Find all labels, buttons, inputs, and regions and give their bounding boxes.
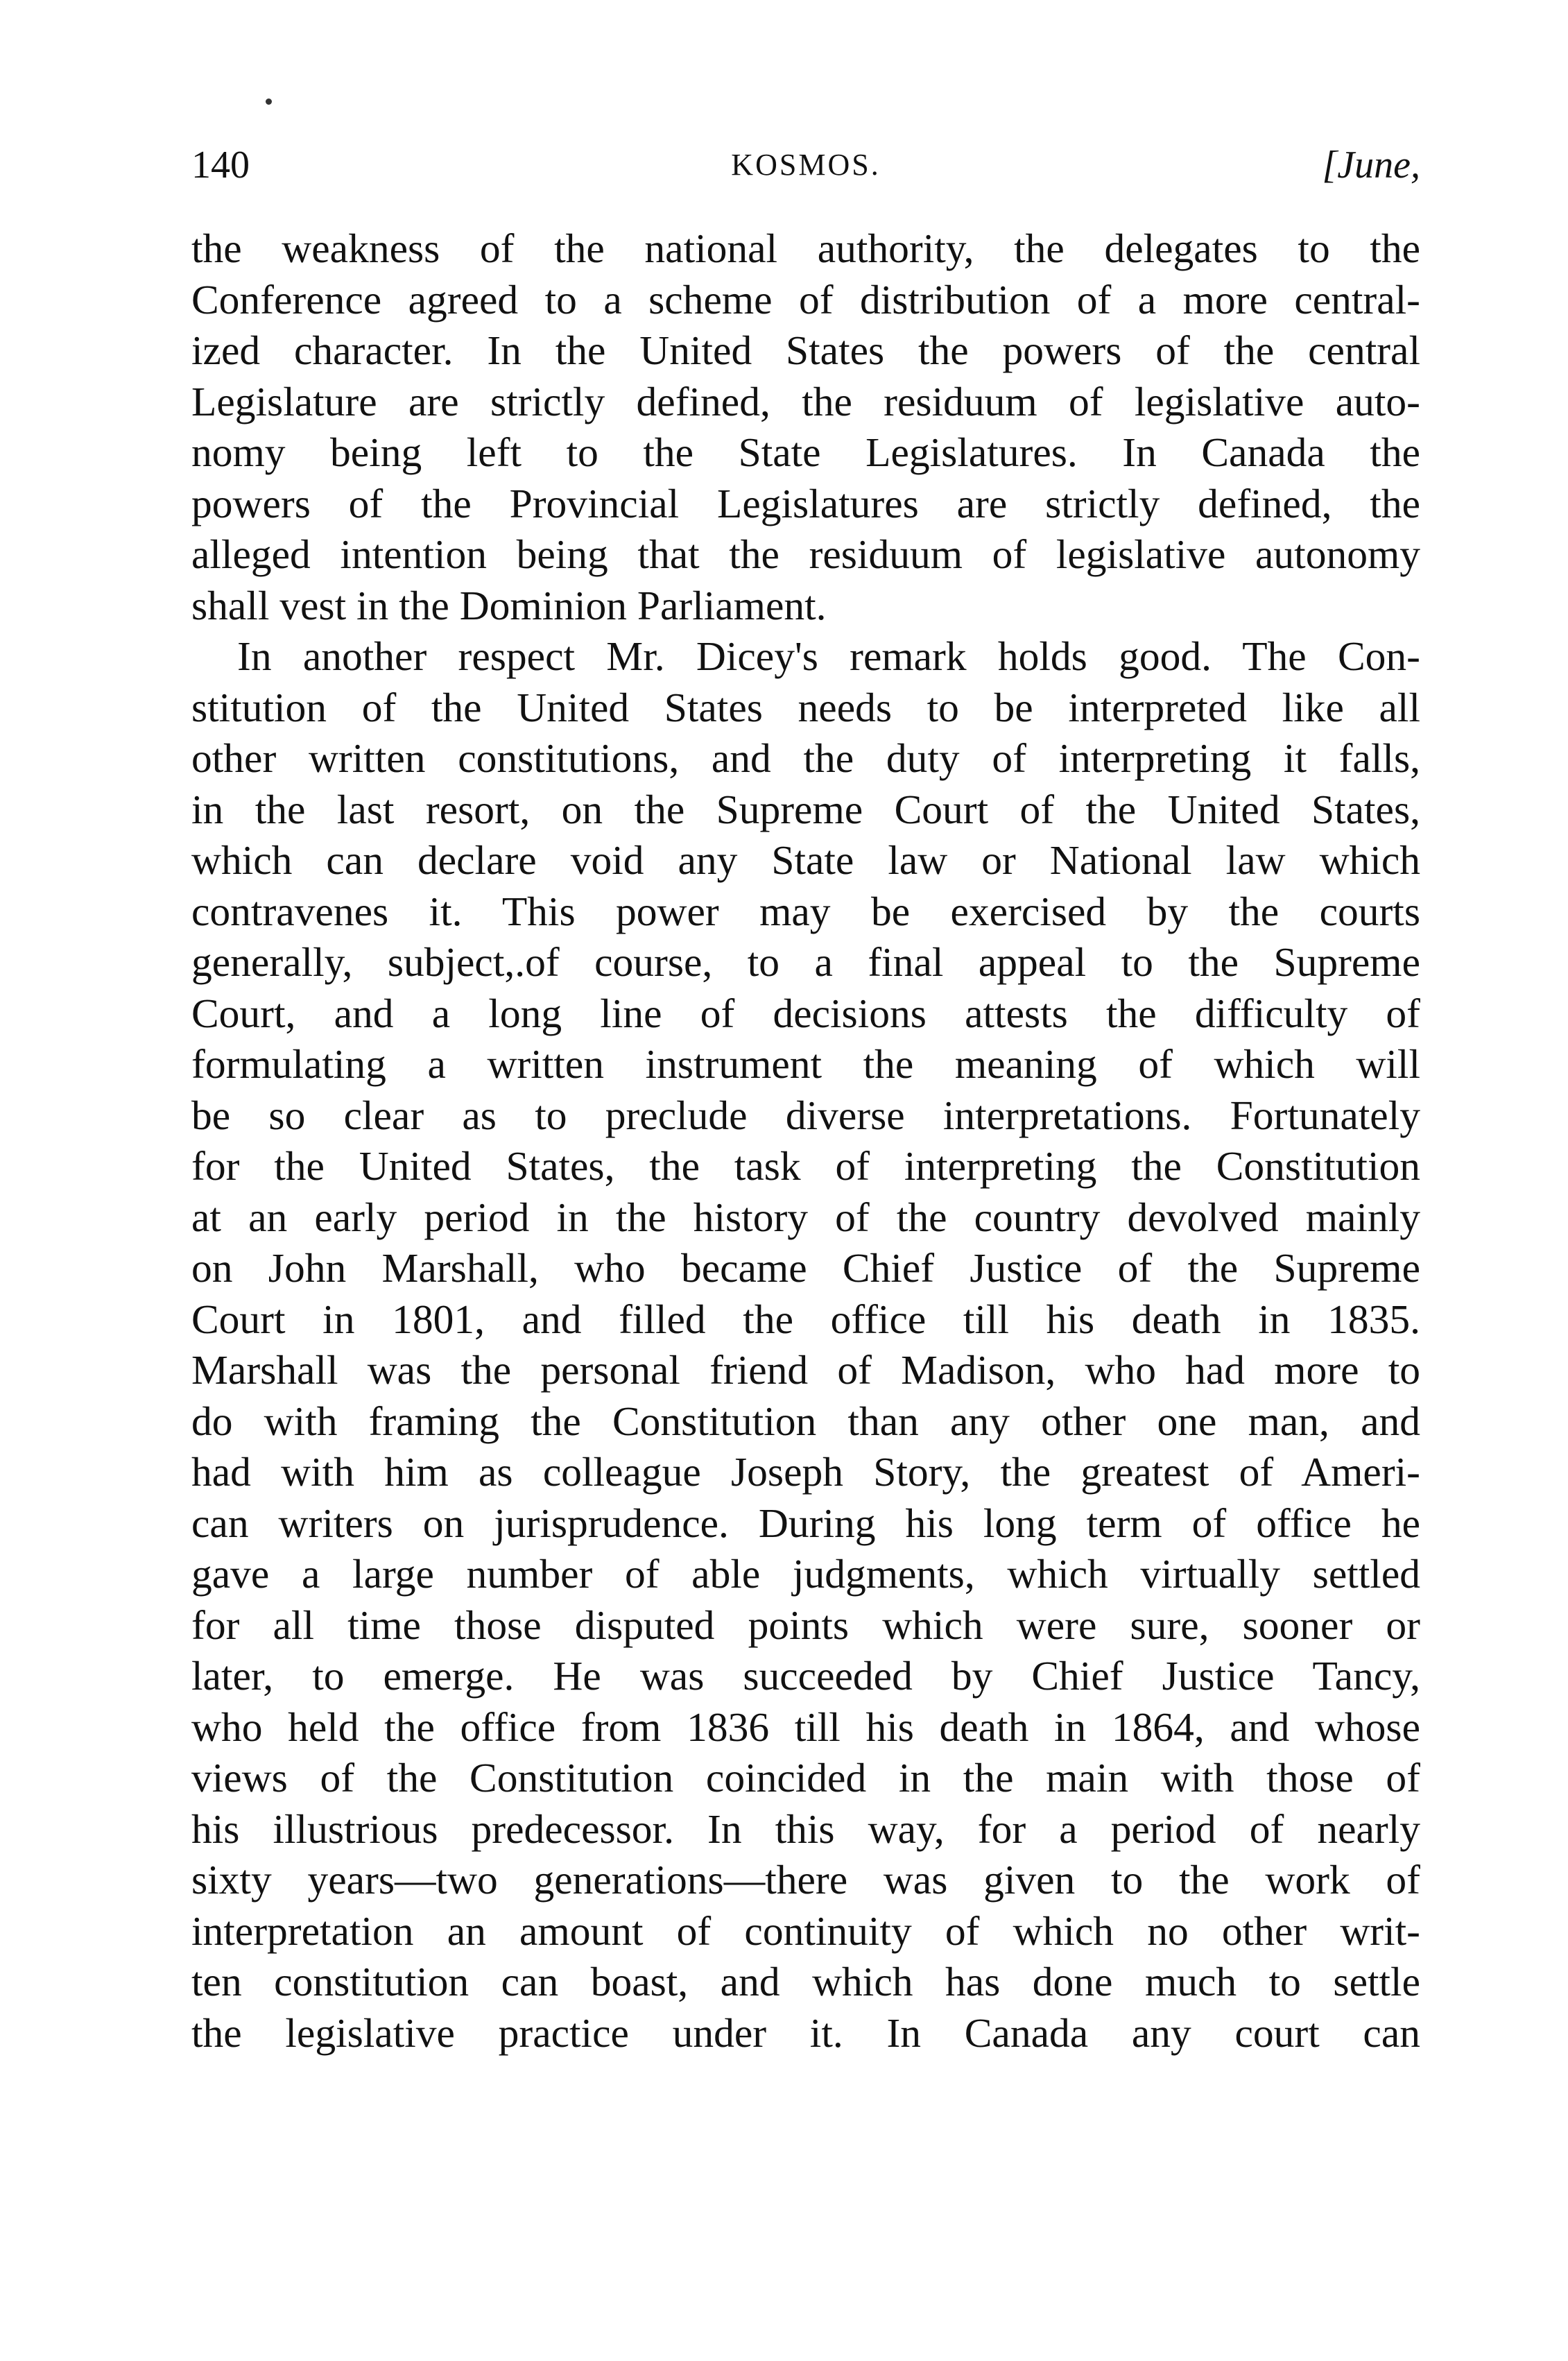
text-line: nomy being left to the State Legislatures. In Canada the [191, 429, 1420, 475]
text-line: Conference agreed to a scheme of distribution of a more central- [191, 276, 1420, 323]
text-line: the weakness of the national authority, the delegates to the [191, 225, 1420, 271]
text-line: can writers on jurisprudence. During his long term of office he [191, 1500, 1420, 1546]
text-line: be so clear as to preclude diverse interpretations. Fortunately [191, 1092, 1420, 1138]
text-line: shall vest in the Dominion Parliament. [191, 582, 827, 628]
running-head [191, 137, 1420, 193]
text-line: which can declare void any State law or National law which [191, 837, 1420, 883]
text-line: for all time those disputed points which were sure, sooner or [191, 1602, 1420, 1648]
text-line: views of the Constitution coincided in the main with those of [191, 1755, 1420, 1801]
text-line: In another respect Mr. Dicey's remark holds good. The Con- [237, 633, 1420, 679]
text-line: ized character. In the United States the powers of the central [191, 327, 1420, 373]
text-line: sixty years—two generations—there was given to the work of [191, 1857, 1420, 1903]
text-line: ten constitution can boast, and which has done much to settle [191, 1959, 1420, 2004]
page-number: 140 [191, 144, 250, 187]
text-line: Court, and a long line of decisions attests the difficulty of [191, 990, 1420, 1036]
text-line: contravenes it. This power may be exercised by the courts [191, 888, 1420, 934]
text-line: at an early period in the history of the country devolved mainly [191, 1194, 1420, 1240]
text-line: on John Marshall, who became Chief Justice of the Supreme [191, 1245, 1420, 1291]
journal-title: KOSMOS. [731, 148, 881, 182]
text-line: later, to emerge. He was succeeded by Chief Justice Tancy, [191, 1653, 1420, 1699]
text-line: Marshall was the personal friend of Madison, who had more to [191, 1347, 1420, 1393]
text-line: Court in 1801, and filled the office till his death in 1835. [191, 1296, 1420, 1342]
text-line: interpretation an amount of continuity of which no other writ- [191, 1907, 1420, 1954]
text-line: alleged intention being that the residuum of legislative autonomy [191, 531, 1420, 577]
print-speck [266, 98, 272, 105]
text-line: other written constitutions, and the duty of interpreting it falls, [191, 735, 1420, 781]
text-line: gave a large number of able judgments, which virtually settled [191, 1551, 1420, 1597]
text-line: had with him as colleague Joseph Story, the greatest of Ameri- [191, 1449, 1420, 1495]
text-line: for the United States, the task of interpreting the Constitution [191, 1143, 1420, 1189]
text-line: powers of the Provincial Legislatures are strictly defined, the [191, 480, 1420, 526]
body-text [191, 223, 1420, 2059]
text-line: his illustrious predecessor. In this way, for a period of nearly [191, 1805, 1420, 1852]
text-line: the legislative practice under it. In Canada any court can [191, 2009, 1420, 2056]
text-line: Legislature are strictly defined, the residuum of legislative auto- [191, 378, 1420, 424]
text-line: in the last resort, on the Supreme Court of the United States, [191, 786, 1420, 832]
text-line: generally, subject,.of course, to a final appeal to the Supreme [191, 939, 1420, 985]
text-line: stitution of the United States needs to be interpreted like all [191, 684, 1420, 730]
text-line: do with framing the Constitution than any other one man, and [191, 1398, 1420, 1444]
text-line: formulating a written instrument the meaning of which will [191, 1041, 1420, 1087]
issue-month: [June, [1322, 144, 1420, 187]
text-line: who held the office from 1836 till his death in 1864, and whose [191, 1703, 1420, 1750]
